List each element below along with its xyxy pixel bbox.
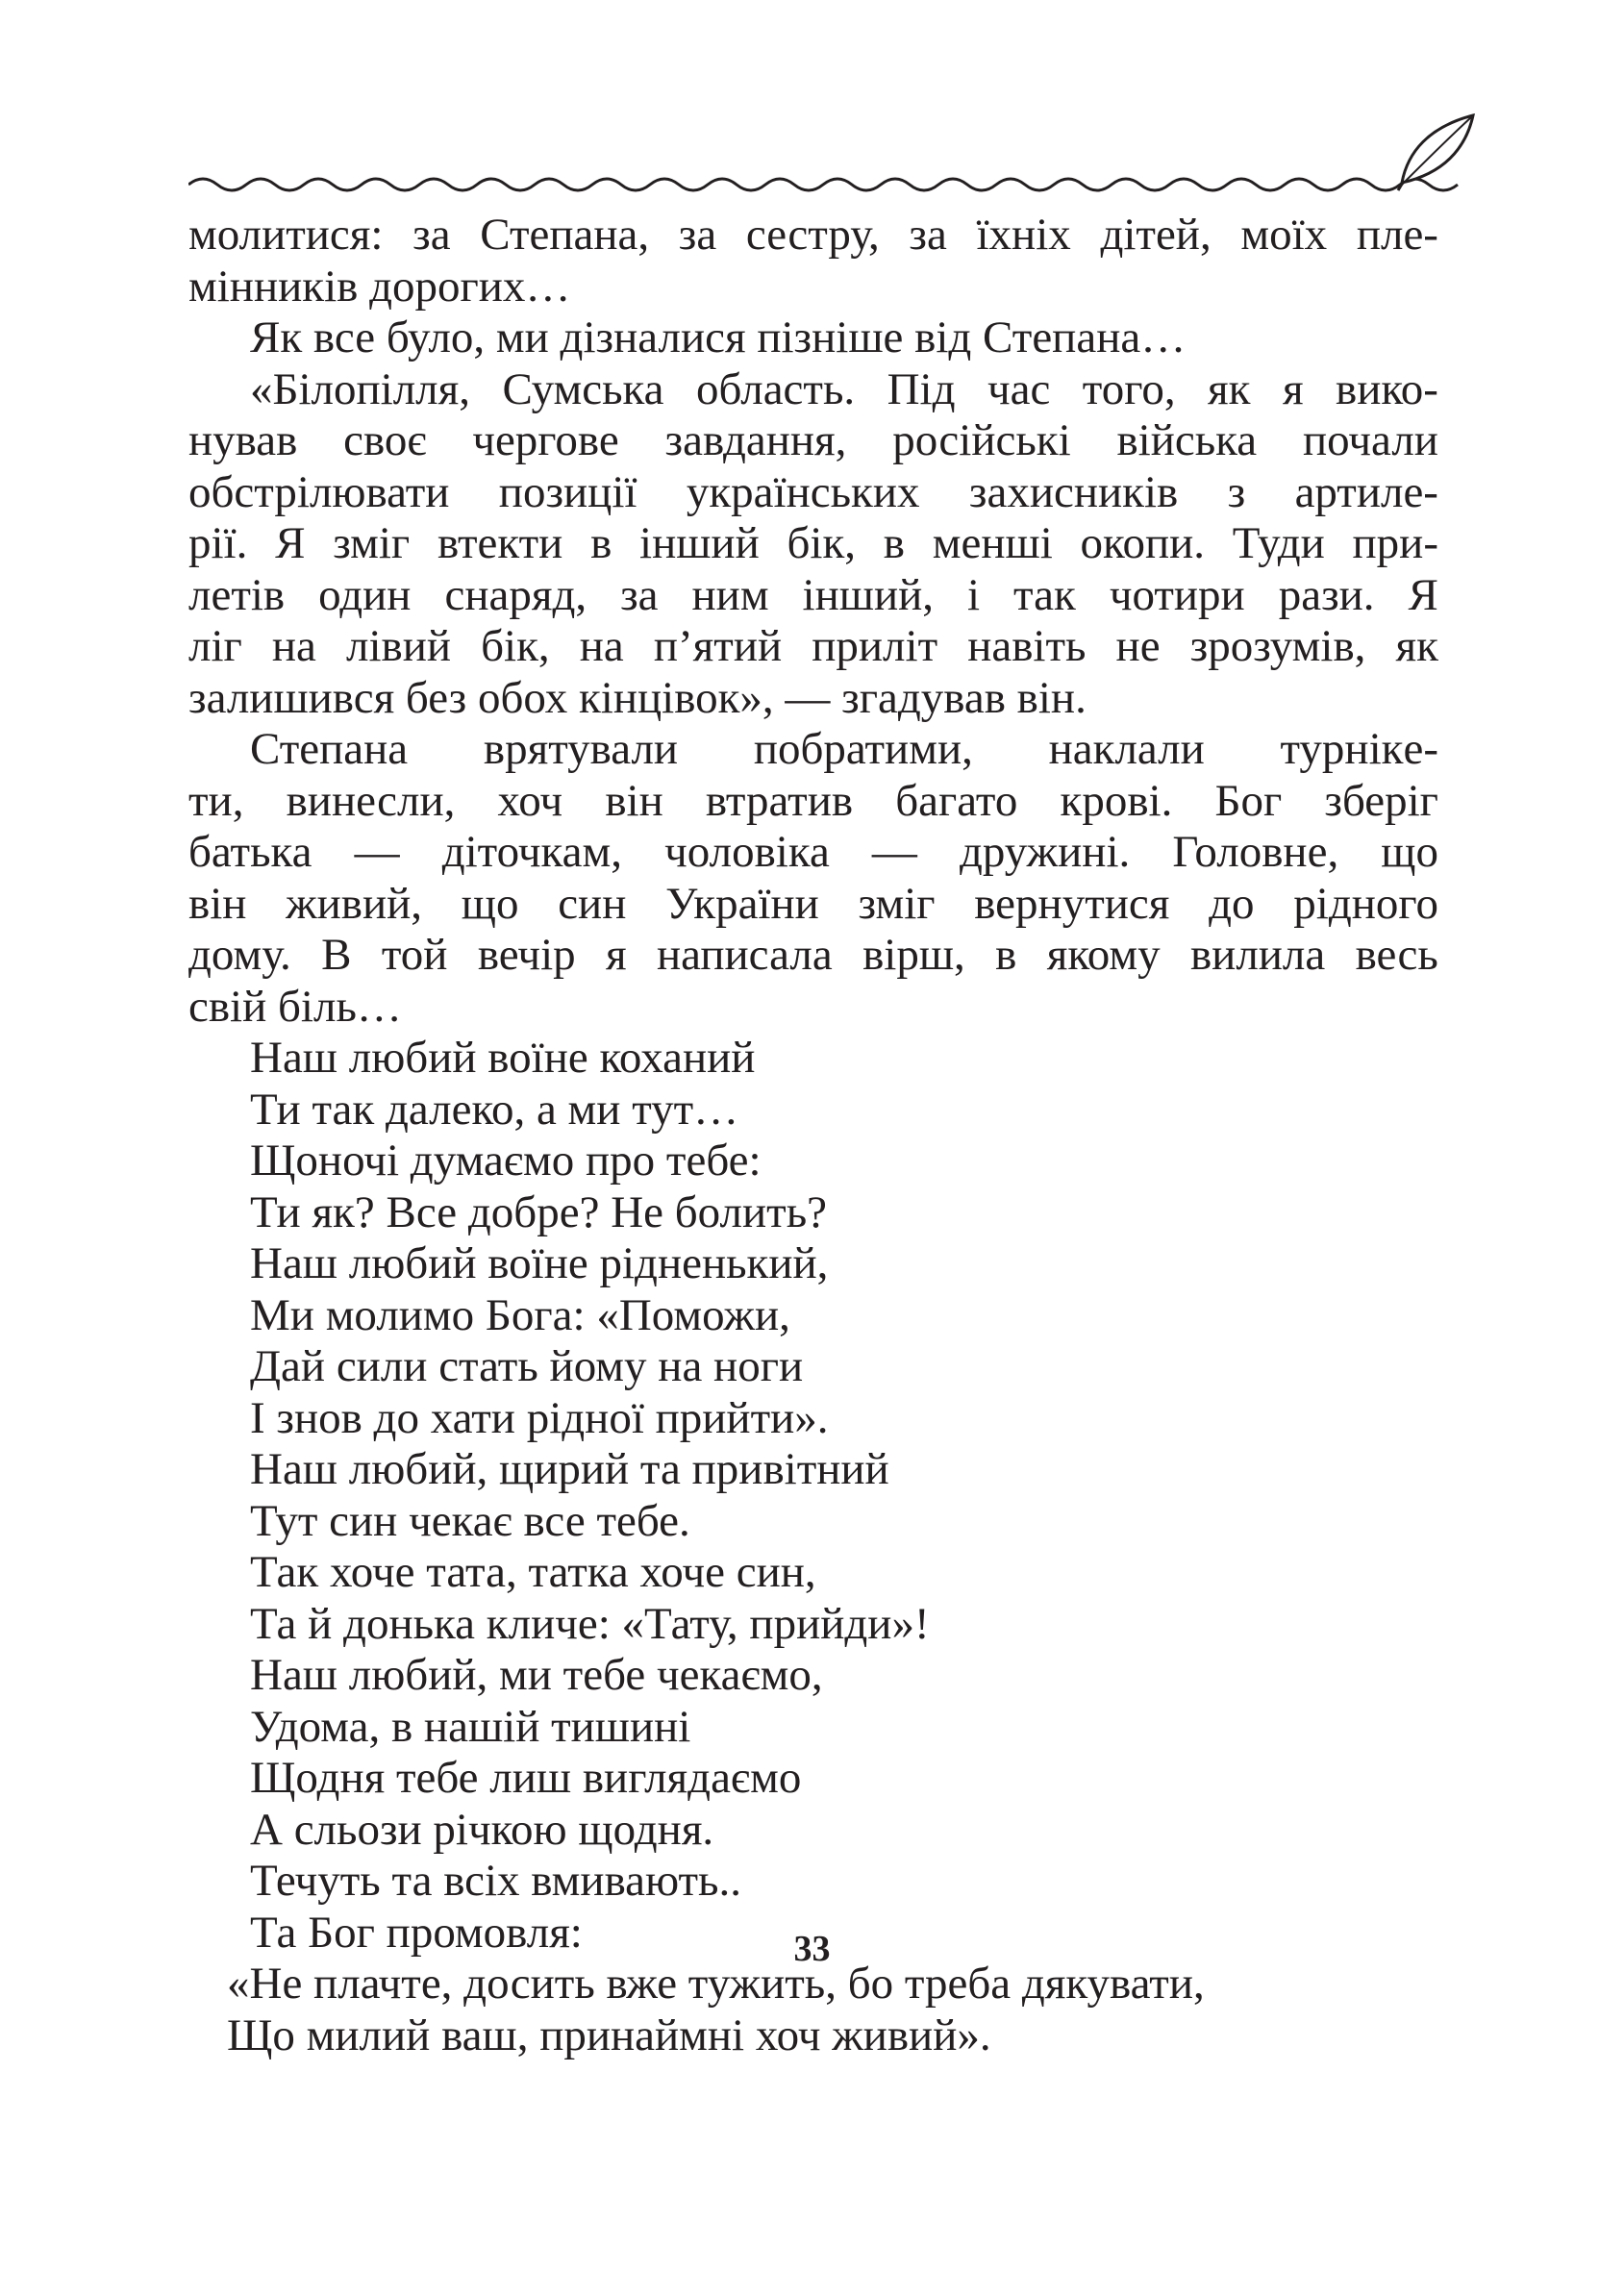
poem-line: Наш любий воїне коханий xyxy=(250,1033,756,1083)
paragraph-1 xyxy=(188,210,1438,312)
poem-line: Ти як? Все добре? Не болить? xyxy=(250,1186,827,1237)
quill-icon xyxy=(1398,115,1473,190)
poem-line: Ти так далеко, а ми тут… xyxy=(250,1084,739,1135)
poem-line: Наш любий, щирий та привітний xyxy=(250,1444,889,1494)
poem-line: Та й донька кличе: «Тату, прийди»! xyxy=(250,1598,930,1649)
text-line: Як все було, ми дізналися пізніше від Степана… xyxy=(250,312,1187,362)
text-line: ліг на лівий бік, на п’ятий приліт навіть не зрозумів, як xyxy=(188,621,1438,671)
paragraph-4 xyxy=(188,724,1438,1033)
paragraph-2 xyxy=(188,312,1438,364)
poem-line: Щодня тебе лиш виглядаємо xyxy=(250,1753,802,1803)
poem-line: Та Бог промовля: xyxy=(250,1907,583,1958)
text-line: нував своє чергове завдання, російські війська почали xyxy=(188,415,1438,465)
poem-line: Ми молимо Бога: «Поможи, xyxy=(250,1289,790,1340)
text-line: мінників дорогих… xyxy=(188,261,571,312)
poem-closing-line: Що милий ваш, принаймні хоч живий». xyxy=(227,2010,991,2060)
poem-line: Течуть та всіх вмивають.. xyxy=(250,1856,741,1906)
text-line: залишився без обох кінцівок», — згадував він. xyxy=(188,672,1087,723)
page-number: 33 xyxy=(793,1929,831,1969)
text-line: дому. В той вечір я написала вірш, в якому вилила весь xyxy=(188,930,1438,980)
text-line: батька — діточкам, чоловіка — дружині. Головне, що xyxy=(188,827,1438,877)
poem-line: Щоночі думаємо про тебе: xyxy=(250,1136,762,1186)
body-text xyxy=(188,210,1438,2061)
paragraph-3 xyxy=(188,364,1438,725)
poem-line: А сльози річкою щодня. xyxy=(250,1804,714,1855)
poem-line: Так хоче тата, татка хоче син, xyxy=(250,1547,816,1597)
wavy-line-with-quill-icon xyxy=(188,113,1487,200)
text-line: Степана врятували побратими, наклали турнікe- xyxy=(250,724,1438,774)
poem-line: І знов до хати рідної прийти». xyxy=(250,1392,829,1443)
text-line: свій біль… xyxy=(188,981,402,1032)
text-line: ти, винесли, хоч він втратив багато крові. Бог зберіг xyxy=(188,775,1438,826)
poem xyxy=(188,1033,1438,1959)
poem-line: Тут син чекає все тебе. xyxy=(250,1495,690,1546)
text-line: летів один снаряд, за ним інший, і так чотири рази. Я xyxy=(188,569,1438,620)
text-line: він живий, що син України зміг вернутися до рідного xyxy=(188,878,1438,929)
poem-line: Дай сили стать йому на ноги xyxy=(250,1341,804,1391)
poem-line: Наш любий, ми тебе чекаємо, xyxy=(250,1650,823,1700)
text-line: «Білопілля, Сумська область. Під час того, як я вико- xyxy=(250,363,1438,414)
poem-closing xyxy=(188,1959,1438,2061)
poem-line: Наш любий воїне рідненький, xyxy=(250,1238,829,1288)
text-line: рії. Я зміг втекти в інший бік, в менші окопи. Туди при- xyxy=(188,518,1438,568)
poem-closing-line: «Не плачте, досить вже тужить, бо треба дякувати, xyxy=(227,1959,1205,2009)
poem-line: Удома, в нашій тишині xyxy=(250,1701,691,1752)
text-line: обстрілювати позиції українських захисників з артиле- xyxy=(188,466,1438,517)
text-line: молитися: за Степана, за сестру, за їхніх дітей, моїх пле- xyxy=(188,210,1438,260)
